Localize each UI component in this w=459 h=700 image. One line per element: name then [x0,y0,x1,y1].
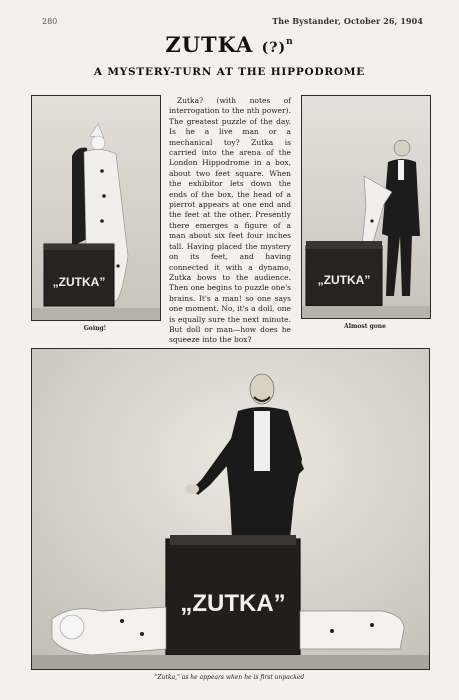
caption-unpacked: "Zutka," as he appears when he is first unpacked [154,674,305,681]
page-number: 280 [42,17,58,26]
caption-almost-gone: Almost gone [344,323,386,330]
title-question-mark: (?) [261,40,287,56]
article-body: Zutka? (with notes of interrogation to the nth power). The greatest puzzle of the day. Is he a live man or a mechanical toy? Zutka is carried into the arena of the London Hippodrome in a box, about two feet square. When the exhibitor lets down the ends of the box, the head of a pierrot appears at one end and the feet at the other. Presently there emerges a figure of a man about six feet four inches tall. Having placed the mystery on its feet, and having connected it with a dynamo, Zutka bows to the audience. Then one begins to puzzle one's brains. It's a man! so one says one moment. No, it's a doll, one is equally sure the next minute. But doll or man—how does he squeeze into the box? [169,96,291,345]
photo-unpacked-image [32,349,429,669]
photo-almost-gone [301,95,431,319]
photo-going [31,95,161,321]
caption-going: Going! [83,325,107,332]
title-main: ZUTKA [165,32,254,57]
box-label-left: „ZUTKA” [52,275,106,289]
photo-going-image [32,96,160,320]
publication-line: The Bystander, October 26, 1904 [272,16,423,26]
title-superscript: n [286,37,294,47]
box-label-main: „ZUTKA” [180,590,286,617]
box-label-right: „ZUTKA” [317,273,371,287]
photo-unpacked [31,348,430,670]
photo-almost-gone-image [302,96,430,318]
article-title [0,32,459,57]
article-subtitle: A MYSTERY-TURN AT THE HIPPODROME [93,66,366,78]
